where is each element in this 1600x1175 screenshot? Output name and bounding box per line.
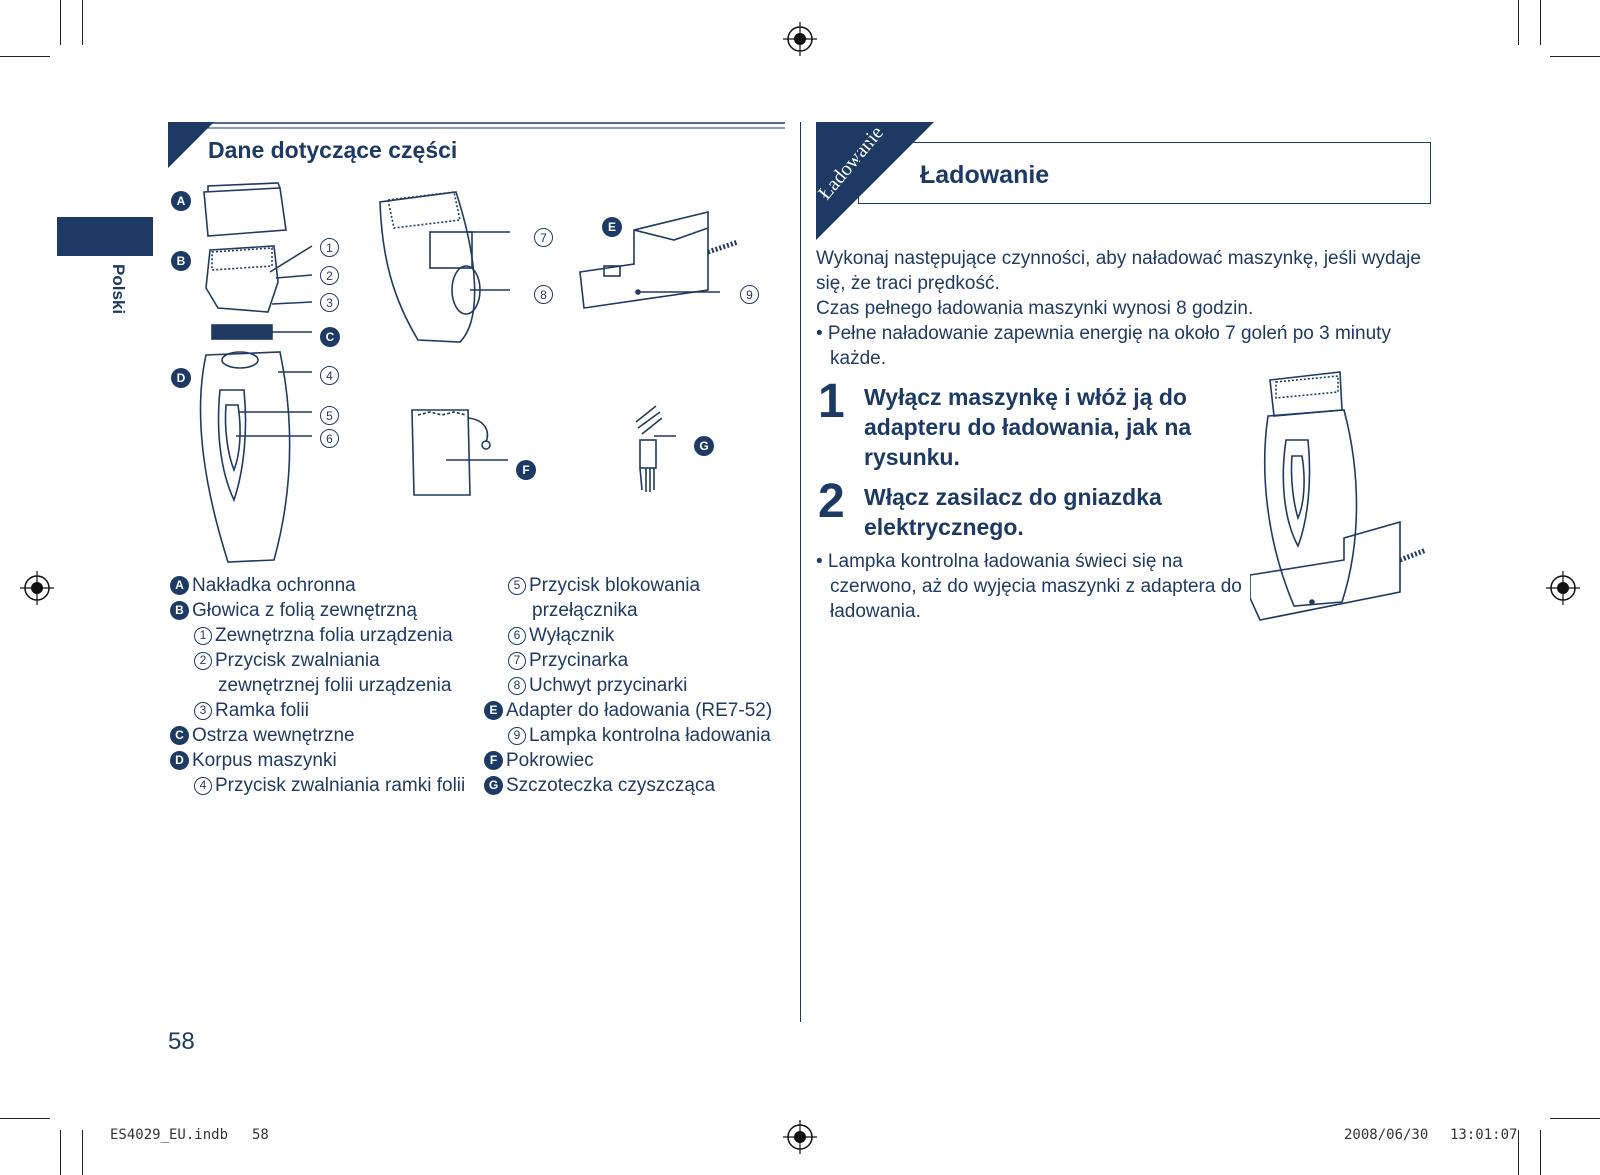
step-1-text <box>864 382 1191 472</box>
legend-item <box>484 773 772 798</box>
diagram-number: 8 <box>534 285 553 304</box>
crop-mark <box>0 1118 50 1119</box>
legend-number: 7 <box>508 652 526 670</box>
legend-number: 6 <box>508 627 526 645</box>
legend-text: przełącznika <box>532 600 638 621</box>
language-tab <box>57 217 153 256</box>
legend-text: Ostrza wewnętrzne <box>192 725 355 746</box>
page-number: 58 <box>168 1028 195 1055</box>
diagram-number: 3 <box>320 293 339 312</box>
diagram-number: 6 <box>320 429 339 448</box>
legend-item <box>484 623 772 648</box>
legend-badge: A <box>170 576 189 595</box>
section-title-charging: Ładowanie <box>920 161 1050 189</box>
parts-legend-col2 <box>484 573 772 798</box>
legend-text: Uchwyt przycinarki <box>529 675 688 696</box>
registration-mark-icon <box>1546 571 1580 605</box>
parts-legend-col1 <box>170 573 465 798</box>
legend-text: Przycisk zwalniania <box>215 650 380 671</box>
legend-text: zewnętrznej folii urządzenia <box>218 675 452 696</box>
diagram-badge: D <box>171 368 191 388</box>
legend-item <box>170 598 465 623</box>
diagram-number: 2 <box>320 266 339 285</box>
text-line: się, że traci prędkość. <box>816 273 1000 294</box>
diagram-badge: A <box>171 191 191 211</box>
legend-item <box>484 598 772 623</box>
diagram-number: 7 <box>534 228 553 247</box>
legend-number: 5 <box>508 577 526 595</box>
legend-number: 1 <box>194 627 212 645</box>
legend-number: 8 <box>508 677 526 695</box>
crop-mark <box>60 0 61 45</box>
step-line: elektrycznego. <box>864 514 1024 540</box>
footer-time: 13:01:07 <box>1450 1127 1518 1143</box>
legend-text: Zewnętrzna folia urządzenia <box>215 625 453 646</box>
step-2-number: 2 <box>818 475 845 528</box>
legend-item <box>170 723 465 748</box>
bullet-continuation: każde. <box>830 348 886 369</box>
legend-text: Przycinarka <box>529 650 629 671</box>
diagram-badge: G <box>694 436 714 456</box>
crop-mark <box>82 0 83 45</box>
crop-mark <box>82 1130 83 1175</box>
legend-text: Przycisk zwalniania ramki folii <box>215 775 466 796</box>
legend-text: Ramka folii <box>215 700 309 721</box>
crop-mark <box>1550 1118 1600 1119</box>
parts-diagram <box>168 180 788 580</box>
text-line: Czas pełnego ładowania maszynki wynosi 8 godzin. <box>816 298 1254 319</box>
legend-number: 9 <box>508 727 526 745</box>
legend-badge: E <box>484 701 503 720</box>
text-line: Wykonaj następujące czynności, aby naładować maszynkę, jeśli wydaje <box>816 248 1421 269</box>
corner-tab-label: Ładowanie <box>814 121 888 205</box>
charging-lamp-note <box>816 549 1246 624</box>
legend-item <box>484 698 772 723</box>
legend-item <box>484 748 772 773</box>
legend-text: Wyłącznik <box>529 625 615 646</box>
step-line: rysunku. <box>864 444 960 470</box>
diagram-number: 5 <box>320 406 339 425</box>
legend-text: Korpus maszynki <box>192 750 337 771</box>
crop-mark <box>1518 0 1519 45</box>
registration-mark-icon <box>20 571 54 605</box>
bullet-continuation: ładowania. <box>830 601 921 622</box>
legend-item <box>484 648 772 673</box>
crop-mark <box>1540 1130 1541 1175</box>
crop-mark <box>1518 1130 1519 1175</box>
diagram-badge: C <box>320 327 340 347</box>
crop-mark <box>60 1130 61 1175</box>
registration-mark-icon <box>783 1120 817 1154</box>
legend-item <box>170 573 465 598</box>
legend-item <box>170 623 465 648</box>
legend-text: Szczoteczka czyszcząca <box>506 775 716 796</box>
charging-intro <box>816 246 1436 371</box>
crop-mark <box>0 56 50 57</box>
crop-mark <box>1550 56 1600 57</box>
diagram-number: 4 <box>320 366 339 385</box>
legend-badge: G <box>484 776 503 795</box>
legend-number: 4 <box>194 777 212 795</box>
footer-filename: ES4029_EU.indb <box>110 1127 229 1143</box>
legend-item <box>170 773 465 798</box>
legend-text: Przycisk blokowania <box>529 575 701 596</box>
language-label: Polski <box>109 264 128 315</box>
column-divider <box>800 122 801 1022</box>
crop-mark <box>1540 0 1541 45</box>
bullet-line: • Lampka kontrolna ładowania świeci się na <box>816 551 1183 572</box>
legend-item <box>484 573 772 598</box>
step-line: adapteru do ładowania, jak na <box>864 414 1192 440</box>
legend-item <box>170 748 465 773</box>
footer-date: 2008/06/30 <box>1344 1127 1429 1143</box>
bullet-line: • Pełne naładowanie zapewnia energię na około 7 goleń po 3 minuty <box>816 323 1391 344</box>
legend-number: 3 <box>194 702 212 720</box>
step-1-number: 1 <box>818 375 845 428</box>
legend-number: 2 <box>194 652 212 670</box>
legend-item <box>484 723 772 748</box>
section-title-parts: Dane dotyczące części <box>208 137 458 163</box>
legend-text: Głowica z folią zewnętrzną <box>192 600 417 621</box>
legend-badge: F <box>484 751 503 770</box>
diagram-badge: F <box>516 460 536 480</box>
diagram-number: 9 <box>740 285 759 304</box>
legend-text: Nakładka ochronna <box>192 575 356 596</box>
legend-text: Lampka kontrolna ładowania <box>529 725 771 746</box>
legend-badge: D <box>170 751 189 770</box>
footer-file-page: 58 <box>252 1127 269 1143</box>
legend-badge: C <box>170 726 189 745</box>
step-line: Włącz zasilacz do gniazdka <box>864 484 1162 510</box>
diagram-number: 1 <box>320 238 339 257</box>
step-line: Wyłącz maszynkę i włóż ją do <box>864 384 1187 410</box>
legend-item <box>170 648 465 673</box>
bullet-continuation: czerwono, aż do wyjęcia maszynki z adaptera do <box>830 576 1242 597</box>
legend-item <box>484 673 772 698</box>
legend-text: Adapter do ładowania (RE7-52) <box>506 700 773 721</box>
step-2-text <box>864 482 1162 542</box>
registration-mark-icon <box>783 22 817 56</box>
diagram-badge: E <box>602 217 622 237</box>
shaver-on-adapter-illustration <box>1250 370 1440 640</box>
legend-item <box>170 698 465 723</box>
legend-item <box>170 673 465 698</box>
legend-badge: B <box>170 601 189 620</box>
legend-text: Pokrowiec <box>506 750 594 771</box>
diagram-badge: B <box>171 251 191 271</box>
